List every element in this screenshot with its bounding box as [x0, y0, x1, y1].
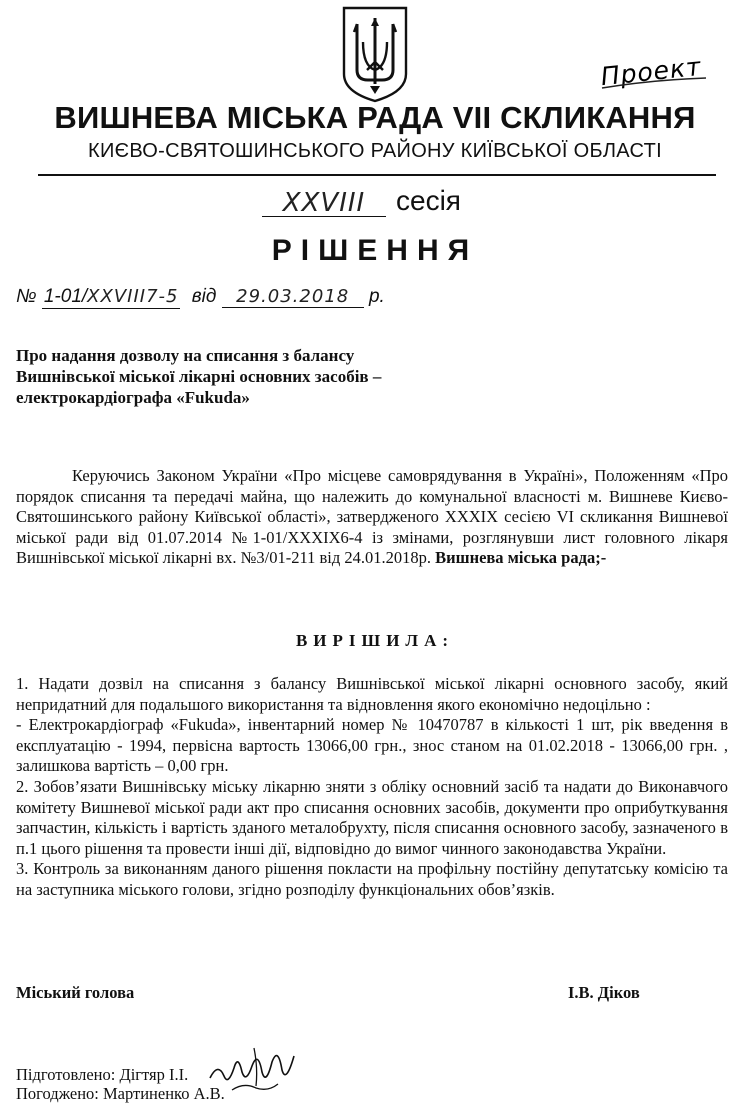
project-note: Проект [599, 54, 703, 92]
resolved-heading: ВИРІШИЛА: [295, 631, 455, 650]
decision-number-prefix: 1-01/ [43, 286, 88, 307]
session-label: сесія [396, 185, 461, 216]
subject-line-1: Про надання дозволу на списання з балансу [16, 346, 355, 365]
council-subtitle: КИЄВО-СВЯТОШИНСЬКОГО РАЙОНУ КИЇВСЬКОЇ ОБЛАСТІ [88, 140, 662, 162]
header-divider [38, 174, 716, 176]
handwritten-signature [204, 1042, 300, 1094]
mayor-name: І.В. Діков [568, 983, 640, 1002]
agreed-by: Погоджено: Мартиненко А.В. [16, 1084, 225, 1103]
preamble-text: Керуючись Законом України «Про місцеве самоврядування в Україні», Положенням «Про порядок списання та передачі майна, що належить до комунальної власності м. Вишневе Києво-Святошинського району Київської області», затвердженого XXXIX сесією VI скликання Вишневої міської ради від 01.07.2014 №1-01/XXXIX6-4 із змінами, розглянувши лист головного лікаря Вишнівської міської лікарні вх. №3/01-211 від 24.01.2018р. [16, 466, 728, 568]
session-number: XXVIII [262, 184, 386, 217]
decision-items [16, 674, 728, 901]
preamble [16, 466, 728, 569]
decision-item-1: 1. Надати дозвіл на списання з балансу Вишнівської міської лікарні основного засобу, який непридатний для подальшого використання та відновлення якого економічно недоцільно : [16, 674, 728, 714]
preamble-bold-tail: Вишнева міська рада;- [435, 548, 607, 568]
decision-item-2: 2. Зобов’язати Вишнівську міську лікарню зняти з обліку основний засіб та надати до Виконавчого комітету Вишневої міської ради акт про списання основних засобів, документи про оприбуткування запчастин, кількість і вартість зданого металобрухту, після списання основного засобу, зазначеного в п.1 цього рішення та провести інші дії, відповідно до вимог чинного законодавства України. [16, 776, 728, 858]
decision-item-3: 3. Контроль за виконанням даного рішення покласти на профільну постійну депутатську комісію та на заступника міського голови, згідно розподілу функціональних обов’язків. [16, 859, 728, 899]
year-suffix: р. [368, 286, 385, 307]
project-stamp [594, 54, 712, 96]
session-line [262, 184, 502, 220]
council-title: ВИШНЕВА МІСЬКА РАДА VII СКЛИКАННЯ [54, 100, 696, 135]
number-label: № [16, 286, 37, 307]
decision-subject [16, 345, 436, 408]
decision-item-1-detail: - Електрокардіограф «Fukuda», інвентарний номер № 10470787 в кількості 1 шт, рік введення в експлуатацію - 1994, первісна вартость 13066,00 грн., знос станом на 01.02.2018 - 13066,00 грн. , залишкова вартість – 0,00 грн. [16, 715, 728, 776]
decision-date: 29.03.2018 [222, 286, 364, 308]
decision-number-line [16, 286, 516, 309]
prepared-by: Підготовлено: Дігтяр І.І. [16, 1065, 189, 1084]
mayor-label: Міський голова [16, 983, 135, 1002]
coat-of-arms-icon [338, 4, 412, 104]
document-type: РІШЕННЯ [271, 234, 479, 267]
decision-number-handwritten: XXVIII7-5 [87, 286, 179, 307]
date-from-label: від [191, 286, 217, 307]
subject-line-2: Вишнівської міської лікарні основних засобів – [16, 367, 382, 386]
subject-line-3: електрокардіографа «Fukuda» [16, 388, 250, 407]
decision-number [42, 286, 181, 309]
